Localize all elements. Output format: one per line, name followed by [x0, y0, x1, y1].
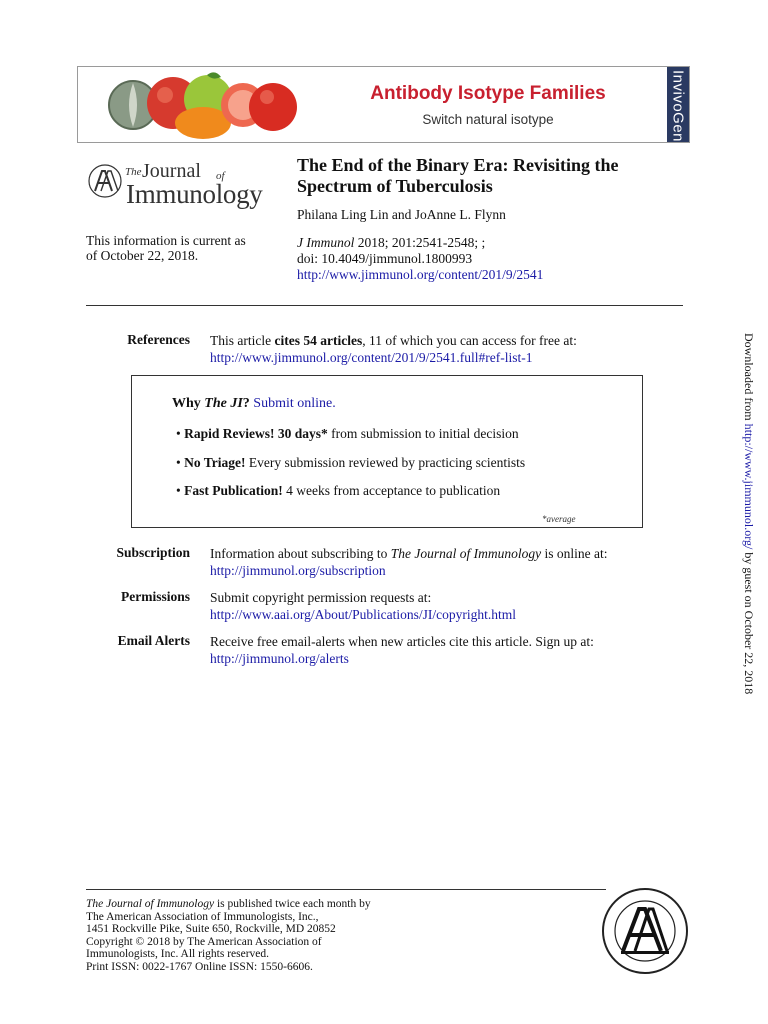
references-pre: This article	[210, 333, 275, 348]
subscription-journal: The Journal of Immunology	[390, 546, 542, 561]
references-text	[210, 332, 577, 366]
journal-abbrev: J Immunol	[297, 235, 355, 250]
ad-banner[interactable]	[77, 66, 690, 143]
permissions-text	[210, 589, 516, 623]
download-note-text	[741, 333, 756, 694]
footer-line-3: 1451 Rockville Pike, Suite 650, Rockville, MD 20852	[86, 923, 336, 936]
currency-line-2: of October 22, 2018.	[86, 248, 199, 263]
currency-line-1: This information is current as	[86, 233, 246, 248]
ad-subtitle: Switch natural isotype	[422, 112, 554, 127]
subscription-post: is online at:	[541, 546, 608, 561]
footer-line-5: Immunologists, Inc. All rights reserved.	[86, 948, 270, 961]
ad-brand-name: InvivoGen	[669, 69, 687, 142]
references-link[interactable]: http://www.jimmunol.org/content/201/9/2541.full#ref-list-1	[210, 350, 533, 365]
article-title: The End of the Binary Era: Revisiting the Spectrum of Tuberculosis	[297, 155, 619, 196]
article-authors: Philana Ling Lin and JoAnne L. Flynn	[297, 207, 506, 222]
why-item-text: Every submission reviewed by practicing scientists	[245, 455, 526, 470]
references-post: , 11 of which you can access for free at:	[362, 333, 577, 348]
download-note	[737, 333, 761, 693]
why-ji-box	[131, 375, 643, 528]
why-ji-name: The JI	[204, 396, 243, 411]
download-post: by guest on October 22, 2018	[742, 549, 756, 695]
why-item-bold: Fast Publication!	[184, 483, 283, 498]
why-item-bold: No Triage!	[184, 455, 246, 470]
footer-divider	[86, 889, 606, 890]
download-link[interactable]: http://www.jimmunol.org/	[742, 423, 756, 550]
why-item	[176, 426, 519, 442]
permissions-desc: Submit copyright permission requests at:	[210, 590, 432, 605]
why-q: ?	[242, 396, 250, 411]
subscription-pre: Information about subscribing to	[210, 546, 391, 561]
why-item	[176, 455, 525, 471]
download-pre: Downloaded from	[742, 333, 756, 424]
footer-line-4: Copyright © 2018 by The American Association of	[86, 935, 322, 948]
bullet: •	[176, 483, 181, 498]
logo-the: The	[125, 166, 142, 178]
average-footnote: *average	[542, 514, 576, 524]
subscription-link[interactable]: http://jimmunol.org/subscription	[210, 563, 386, 578]
currency-note	[86, 233, 291, 263]
footer-line-1: is published twice each month by	[214, 898, 371, 910]
citation-details: 2018; 201:2541-2548; ;	[354, 235, 486, 250]
email-alerts-desc: Receive free email-alerts when new articles cite this article. Sign up at:	[210, 634, 594, 649]
footer-journal: The Journal of Immunology	[86, 898, 215, 910]
logo-immunology: Immunology	[126, 179, 263, 209]
subscription-text	[210, 545, 607, 579]
why-item-text: from submission to initial decision	[327, 426, 519, 441]
aai-seal-icon	[601, 887, 689, 975]
fruit-illustration	[103, 67, 303, 143]
bullet: •	[176, 426, 181, 441]
why-item	[176, 483, 500, 499]
article-url-link[interactable]: http://www.jimmunol.org/content/201/9/2541	[297, 267, 544, 282]
aai-logo-icon	[88, 164, 122, 198]
divider	[86, 305, 683, 306]
why-item-text: 4 weeks from acceptance to publication	[282, 483, 501, 498]
ad-brand-bar	[667, 67, 689, 143]
citation-block	[297, 235, 543, 283]
email-alerts-link[interactable]: http://jimmunol.org/alerts	[210, 651, 349, 666]
why-word: Why	[172, 396, 205, 411]
submit-online-link[interactable]: Submit online.	[249, 396, 336, 411]
logo-journal: Journal	[142, 160, 201, 182]
why-ji-heading	[172, 396, 336, 412]
permissions-label: Permissions	[121, 589, 190, 604]
citation-line	[297, 235, 543, 251]
footer-line-6: Print ISSN: 0022-1767 Online ISSN: 1550-6606.	[86, 960, 313, 973]
references-count: cites 54 articles	[274, 333, 363, 348]
publisher-info	[86, 898, 506, 974]
permissions-link[interactable]: http://www.aai.org/About/Publications/JI/copyright.html	[210, 607, 516, 622]
journal-logo	[88, 160, 273, 208]
bullet: •	[176, 455, 181, 470]
footer-line-2: The American Association of Immunologists, Inc.,	[86, 910, 319, 923]
ad-title: Antibody Isotype Families	[370, 83, 606, 104]
doi: doi: 10.4049/jimmunol.1800993	[297, 251, 473, 266]
logo-of: of	[216, 170, 225, 182]
why-item-bold: Rapid Reviews! 30 days*	[184, 426, 328, 441]
subscription-label: Subscription	[116, 545, 190, 560]
email-alerts-label: Email Alerts	[117, 633, 190, 648]
references-label: References	[127, 332, 190, 347]
email-alerts-text	[210, 633, 594, 667]
